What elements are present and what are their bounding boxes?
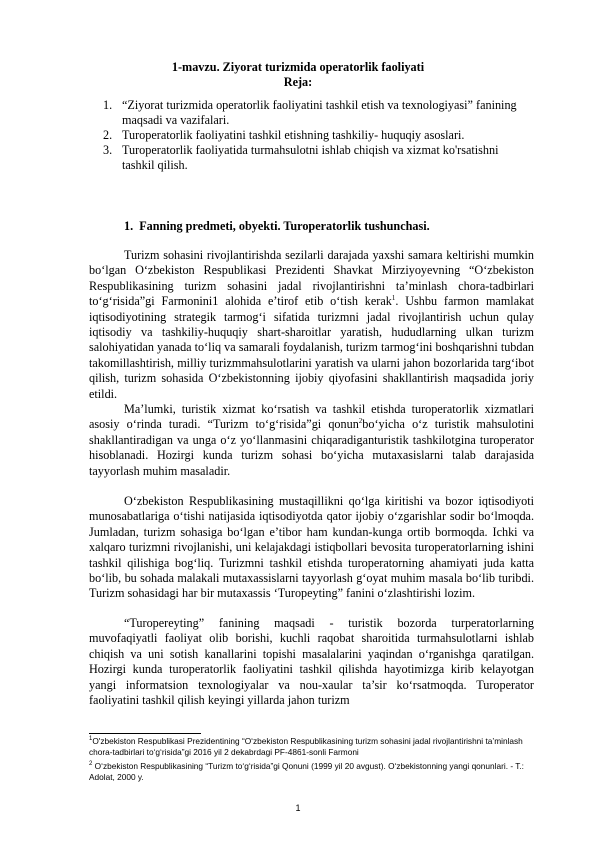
plan-item — [103, 143, 533, 173]
plan-heading: Reja: — [283, 75, 313, 89]
paragraph-text: bo‘yicha o‘z turistik mahsulotini shakllantiradigan va unga o‘z yo‘llanmasini chiqaradiganturistik tashkilotgina turoperator hisoblanadi. Hozirgi kunda turizm sohasi bo‘yicha mutaxasislarni talab darajasida tayyorlash muhim masaladir. — [89, 417, 534, 478]
paragraph-text: Ma’lumki, turistik xizmat ko‘rsatish va tashkil etishda turoperatorlik xizmatlari asosiy o‘rinda turadi. “Turizm to‘g‘risida”gi qonun — [89, 402, 534, 432]
section-number: 1. — [124, 219, 134, 233]
plan-list — [103, 98, 533, 173]
paragraph-3 — [89, 494, 534, 602]
footnote-2 — [89, 761, 539, 783]
section-heading — [124, 219, 430, 234]
paragraph-1 — [89, 248, 534, 402]
plan-item — [103, 98, 533, 128]
section-title: Fanning predmeti, obyekti. Turoperatorlik tushunchasi. — [139, 219, 430, 233]
paragraph-text: Turizm sohasini rivojlantirishda sezilarli darajada yaxshi samara keltirishi mumkin bo‘lgan O‘zbekiston Respublikasi Prezidenti Shavkat Mirziyoyevning “O‘zbekiston Respublikasining turizm sohasini jadal rivojlantirishni ta’minlash chora-tadbirlari to‘g‘risida”gi Farmonini1 alohida e’tirof etib o‘tish kerak — [89, 248, 534, 309]
paragraph-text: O‘zbekiston Respublikasining mustaqillikni qo‘lga kiritishi va bozor iqtisodiyoti munosabatlariga o‘tishi natijasida iqtisodiyotda qator ijobiy o‘zgarishlar sodir bo‘lmoqda. Jumladan, turizm sohasiga bo‘lgan e’tibor ham kundan-kunga ortib bormoqda. Ichki va xalqaro turizmni rivojlanishi, uni kelajakdagi istiqbollari bevosita turoperatorlarning ishini tashkil qilishiga bog‘liq. Turizmni tashkil etishda turoperatorning ahamiyati juda katta bo‘lib, bu sohada malakali mutaxassislarni tayyorlash g‘oyat muhim masala bo‘lib turibdi. Turizm sohasidagi har bir mutaxassis ‘Turopeyting” fanini o‘zlashtirishi lozim. — [89, 494, 534, 601]
paragraph-text: “Turopereyting” fanining maqsadi - turistik bozorda turperatorlarning muvofaqiyatli faoliyat olib borishi, kuchli raqobat sharoitida turmahsulotlarni ishlab chiqish va uni sotish kanallarini topishi masalalarini yaqindan o‘rganishga qaratilgan. Hozirgi kunda turoperatorlik faoliyatini tashkil qilishda hayotimizga kirib kelayotgan yangi informatsion texnologiyalar va nou-xaular ta’sir ko‘rsatmoqda. Turoperator faoliyatini tashkil qilish keyingi yillarda jahon turizm — [89, 616, 534, 708]
footnote-text: O‘zbekiston Respublikasining “Turizm to‘g‘risida”gi Qonuni (1999 yil 20 avgust). O‘zbekistonning yangi qonunlari. - T.: Adolat, 2000 y. — [89, 761, 524, 782]
footnote-ref-2[interactable]: 2 — [358, 417, 363, 426]
paragraph-text: . Ushbu farmon mamlakat iqtisodiyotining strategik tarmog‘i sifatida turizmni jadal rivojlantirish uchun qulay iqtisodiy va tashkiliy-huquqiy shart-sharoitlar yaratish, hududlarning ulkan turizm salohiyatidan yanada to‘liq va samarali foydalanish, turizm tarmog‘ini boshqarishni tubdan takomillashtirish, milliy turizmmahsulotlarini yaratish va ularni jahon bozorlarida targ‘ibot qilish, turizm sohasida O‘zbekistonning ijobiy qiyofasini shakllantirish maqsadida joriy etildi. — [89, 294, 534, 401]
plan-item-text: Turoperatorlik faoliyatida turmahsulotni ishlab chiqish va xizmat ko'rsatishni tashkil qilish. — [122, 143, 499, 172]
footnote-mark: 2 — [89, 761, 93, 768]
page-number: 1 — [295, 803, 301, 813]
footnote-mark: 1 — [89, 736, 93, 743]
footnote-text: O'zbekiston Respublikasi Prezidentining “O‘zbekiston Respublikasining turizm sohasini jadal rivojlantirishni ta’minlash chora-tadbirlari to‘g‘risida”gi 2016 yil 2 dekabrdagi PF-4861-sonli Farmoni — [89, 736, 523, 757]
footnote-divider — [89, 733, 201, 734]
plan-item-number: 1. — [103, 98, 113, 112]
plan-item-text: Turoperatorlik faoliyatini tashkil etishning tashkiliy- huquqiy asoslari. — [122, 128, 465, 142]
footnote-1 — [89, 736, 539, 758]
plan-item-number: 2. — [103, 128, 113, 142]
lecture-title: 1-mavzu. Ziyorat turizmida operatorlik faoliyati — [171, 60, 425, 74]
plan-item-text: “Ziyorat turizmida operatorlik faoliyatini tashkil etish va texnologiyasi” fanining maqsadi va vazifalari. — [122, 98, 517, 127]
paragraph-4 — [89, 616, 534, 708]
plan-item — [103, 128, 533, 143]
paragraph-2 — [89, 402, 534, 479]
footnote-ref-1[interactable]: 1 — [391, 294, 396, 303]
plan-item-number: 3. — [103, 143, 113, 157]
